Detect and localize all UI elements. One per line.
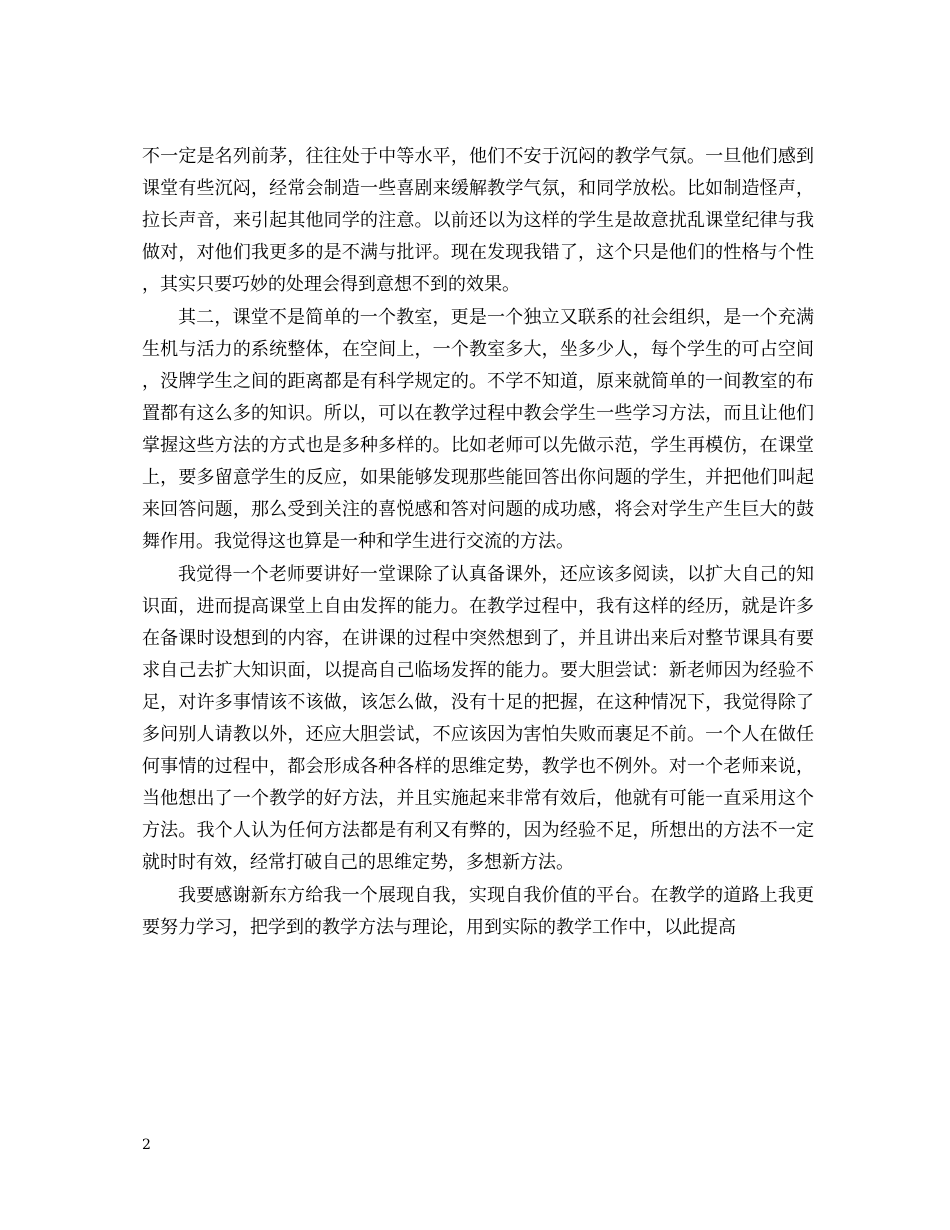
paragraph-reading-and-trying: 我觉得一个老师要讲好一堂课除了认真备课外，还应该多阅读，以扩大自己的知识面，进而提高课堂上自由发挥的能力。在教学过程中，我有这样的经历，就是许多在备课时设想到的内容，在讲课的过程中突然想到了，并且讲出来后对整节课具有要求自己去扩大知识面，以提高自己临场发挥的能力。要大胆尝试：新老师因为经验不足，对许多事情该不该做，该怎么做，没有十足的把握，在这种情况下，我觉得除了多问别人请教以外，还应大胆尝试，不应该因为害怕失败而裹足不前。一个人在做任何事情的过程中，都会形成各种各样的思维定势，教学也不例外。对一个老师来说，当他想出了一个教学的好方法，并且实施起来非常有效后，他就有可能一直采用这个方法。我个人认为任何方法都是有利又有弊的，因为经验不足，所想出的方法不一定就时时有效，经常打破自己的思维定势，多想新方法。	[142, 564, 814, 873]
paragraph-continuation: 不一定是名列前茅，往往处于中等水平，他们不安于沉闷的教学气氛。一旦他们感到课堂有些沉闷，经常会制造一些喜剧来缓解教学气氛，和同学放松。比如制造怪声，拉长声音，来引起其他同学的注意。以前还以为这样的学生是故意扰乱课堂纪律与我做对，对他们我更多的是不满与批评。现在发现我错了，这个只是他们的性格与个性，其实只要巧妙的处理会得到意想不到的效果。	[142, 146, 814, 295]
paragraph-classroom-organization: 其二，课堂不是简单的一个教室，更是一个独立又联系的社会组织，是一个充满生机与活力的系统整体，在空间上，一个教室多大，坐多少人，每个学生的可占空间，没牌学生之间的距离都是有科学规定的。不学不知道，原来就简单的一间教室的布置都有这么多的知识。所以，可以在教学过程中教会学生一些学习方法，而且让他们掌握这些方法的方式也是多种多样的。比如老师可以先做示范，学生再模仿，在课堂上，要多留意学生的反应，如果能够发现那些能回答出你问题的学生，并把他们叫起来回答问题，那么受到关注的喜悦感和答对问题的成功感，将会对学生产生巨大的鼓舞作用。我觉得这也算是一种和学生进行交流的方法。	[142, 307, 814, 552]
document-body	[142, 141, 814, 944]
page-number: 2	[142, 1137, 151, 1153]
paragraph-gratitude: 我要感谢新东方给我一个展现自我，实现自我价值的平台。在教学的道路上我更要努力学习，把学到的教学方法与理论，用到实际的教学工作中，以此提高	[142, 885, 814, 938]
